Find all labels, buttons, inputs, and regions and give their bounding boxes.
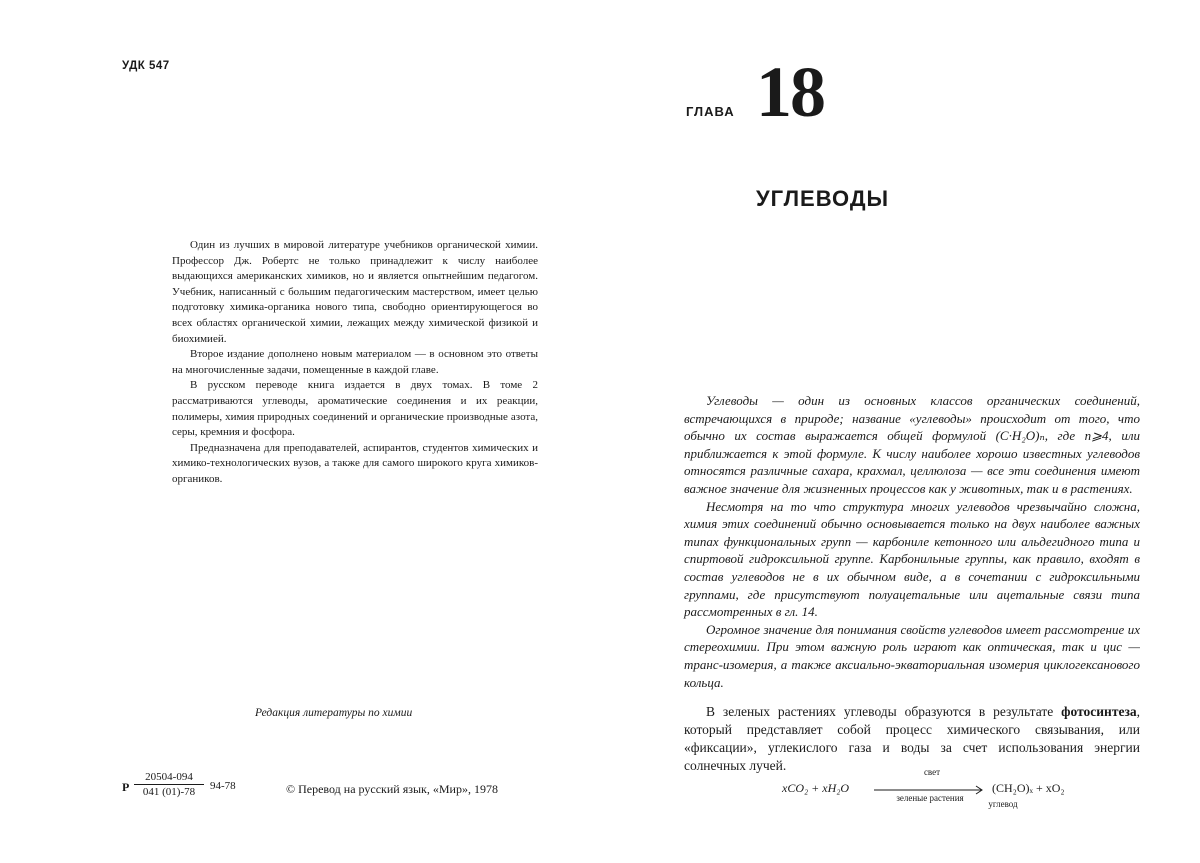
chapter-number: 18 [756, 52, 824, 132]
body-text-before: В зеленых растениях углеводы образуются в результате [706, 704, 1062, 719]
copyright-line: © Перевод на русский язык, «Мир», 1978 [286, 782, 498, 796]
chapter-title: УГЛЕВОДЫ [756, 186, 890, 211]
photosynthesis-equation [782, 767, 1112, 811]
code-fraction [134, 770, 204, 799]
annotation-paragraph: Второе издание дополнено новым материалом — в основном это ответы на многочисленные задачи, помещенные в каждой главе. [172, 348, 538, 376]
editorial-credit: Редакция литературы по химии [255, 707, 413, 719]
book-annotation [172, 238, 538, 488]
intro-paragraph: Огромное значение для понимания свойств углеводов имеет рассмотрение их стереохимии. При этом важную роль играют как оптическая, так и цис — транс-изомерия, а также аксиально-экваториальная изомерия циклогексанового кольца. [684, 621, 1140, 690]
photosynthesis-term: фотосинтеза [1061, 704, 1137, 719]
annotation-paragraph: В русском переводе книга издается в двух томах. В томе 2 рассматриваются углеводы, ароматические соединения и их реакции, полимеры, химия природных соединений и органические производные азота, серы, кремния и фосфора. [172, 379, 538, 439]
body-text-after: , который представляет собой процесс химического связывания, или «фиксации», углекислого газа и воды за счет использования энергии солнечных лучей. [684, 704, 1140, 773]
reaction-condition-above: свет [923, 767, 941, 777]
annotation-paragraph: Предназначена для преподавателей, аспирантов, студентов химических и химико-технологических вузов, а также для самого широкого круга химиков-органиков. [172, 441, 538, 485]
intro-paragraph: Несмотря на то что структура многих углеводов чрезвычайно сложна, химия этих соединений обычно основывается только на двух наиболее важных типах функциональных групп — карбониле кетонного или альдегидного типа и спиртовой гидроксильной группе. Карбонильные группы, как правило, входят в состав углеводов не в их обычном виде, а в сочетании с гидроксильными группами, где присутствуют полуацетальные или ацетальные связи типа рассмотренных в гл. 14. [684, 498, 1140, 620]
reaction-reactants: xCO₂ + xH₂O [782, 781, 850, 795]
intro-paragraph: Углеводы — один из основных классов органических соединений, встречающихся в природе; название «углеводы» происходит от того, что обычно их состав выражается общей формулой (C·H₂O)ₙ, где n⩾4, или приближается к этой формуле. К числу наиболее хорошо известных углеводов относятся различные сахара, крахмал, целлюлоза — все эти соединения имеют важное значение для жизненных процессов как у животных, так и в растениях. [684, 393, 1140, 496]
code-letter: Р [122, 780, 130, 794]
body-text [684, 703, 1140, 775]
reaction-condition-below: зеленые растения [896, 793, 964, 803]
annotation-paragraph: Один из лучших в мировой литературе учебников органической химии. Профессор Дж. Робертс не только принадлежит к числу наиболее выдающихся американских химиков, но и является опытнейшим педагогом. Учебник, написанный с большим педагогическим мастерством, имеет целью подготовку химика-органика нового типа, свободно ориентирующегося во всех областях органической химии, лежащих между химической физикой и биохимией. [172, 239, 538, 345]
body-paragraph [684, 703, 1140, 775]
code-denominator: 041 (01)-78 [142, 786, 196, 798]
reaction-product-label: углевод [988, 799, 1018, 809]
chapter-intro [684, 392, 1140, 691]
code-numerator: 20504-094 [134, 770, 204, 785]
code-tail: 94-78 [210, 780, 236, 792]
chapter-label: ГЛАВА [686, 104, 735, 119]
udk-code: УДК 547 [122, 60, 170, 72]
reaction-products: (CH₂O)ₓ + xO₂ [992, 781, 1065, 795]
